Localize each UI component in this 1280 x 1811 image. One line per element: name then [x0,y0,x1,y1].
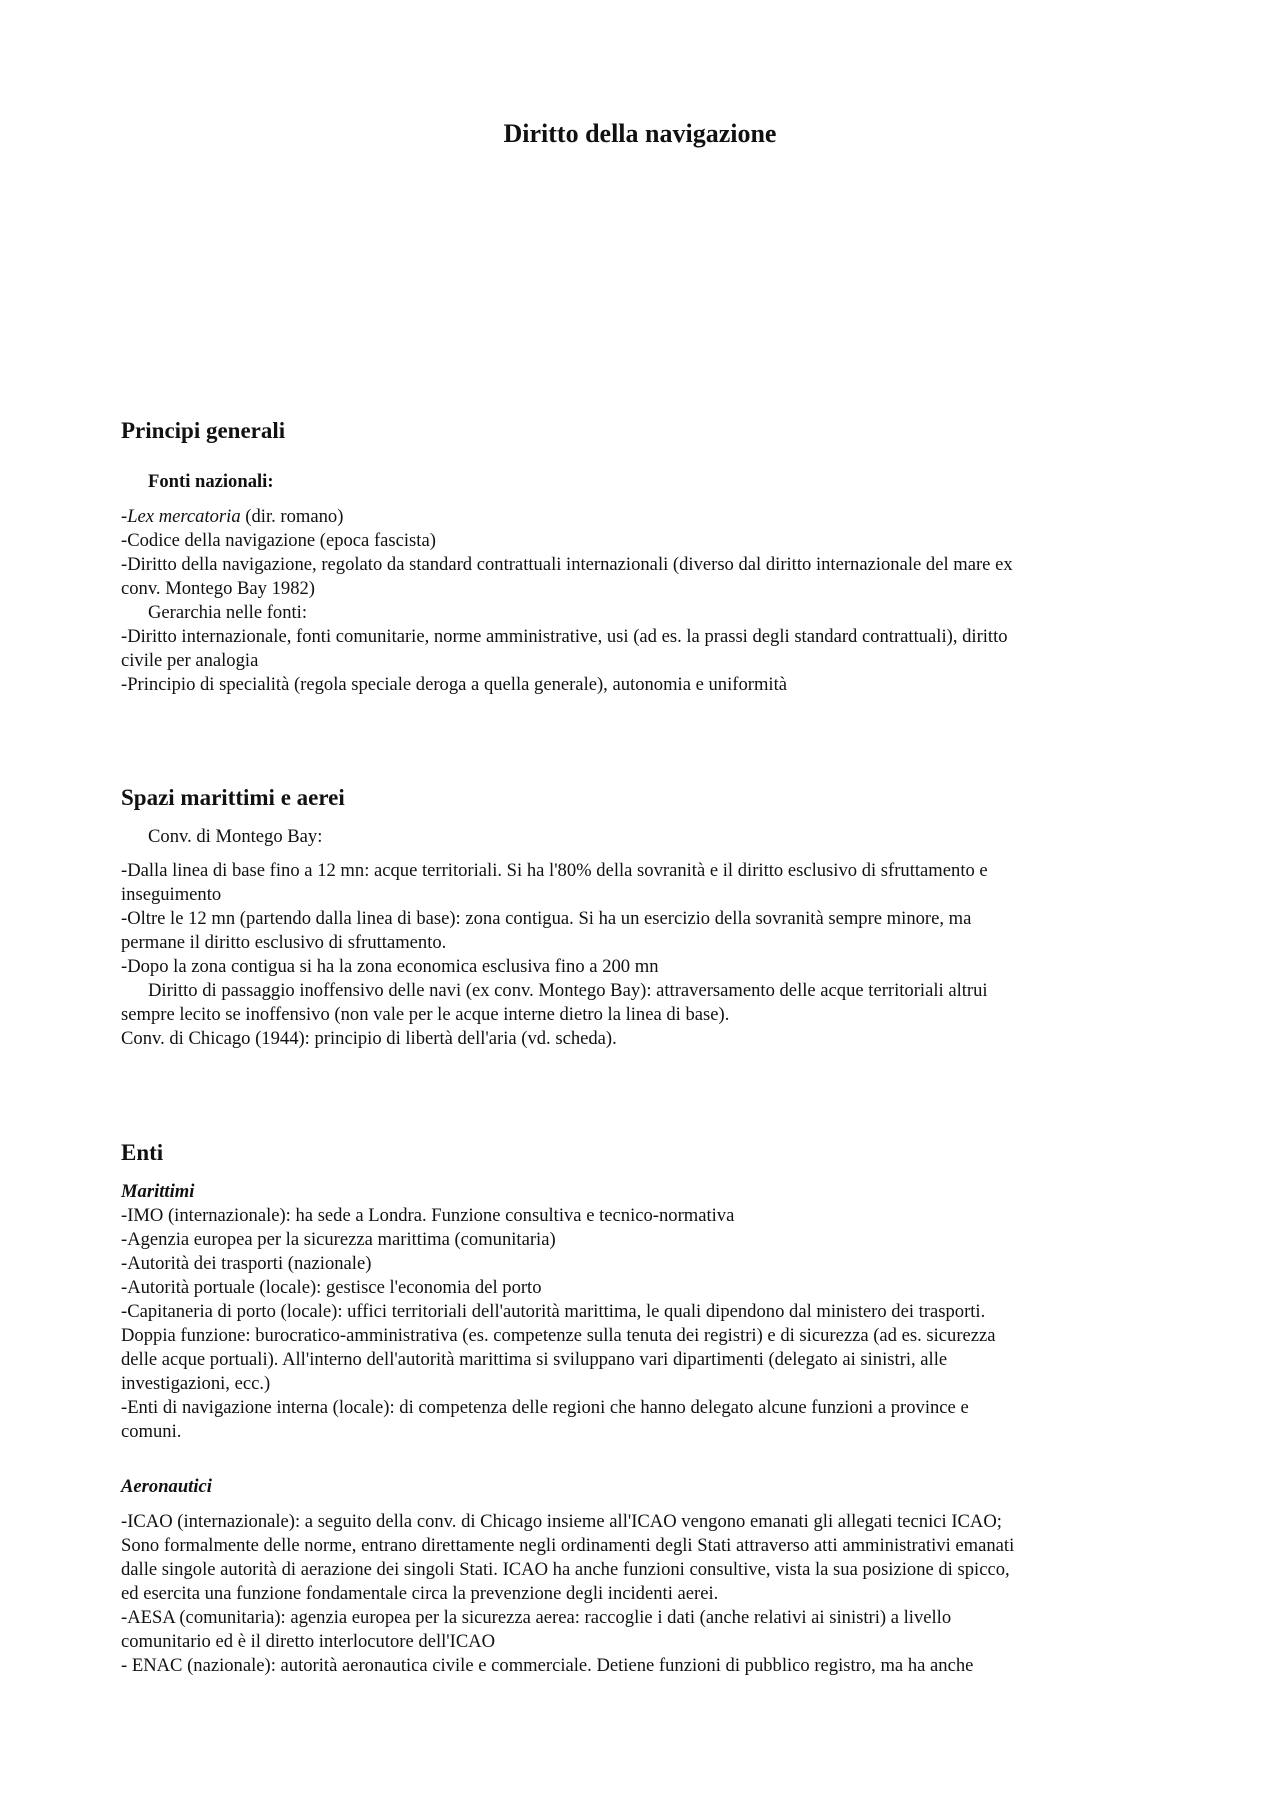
paragraph-line: investigazioni, ecc.) [121,1373,271,1394]
paragraph-line: -Diritto internazionale, fonti comunitarie, norme amministrative, usi (ad es. la prassi degli standard contrattuali), diritto [121,626,1008,647]
text-run: (dir. romano) [240,506,344,527]
paragraph-line: -Principio di specialità (regola speciale deroga a quella generale), autonomia e uniformità [121,674,787,695]
paragraph-line: -Dalla linea di base fino a 12 mn: acque territoriali. Si ha l'80% della sovranità e il diritto esclusivo di sfruttamento e [121,860,988,881]
paragraph-line: -Lex mercatoria (dir. romano) [121,506,344,527]
section-heading-principi-generali: Principi generali [121,418,286,443]
section-body-principi-generali [121,505,1171,697]
paragraph-line: conv. Montego Bay 1982) [121,578,315,599]
paragraph-line: comuni. [121,1421,182,1442]
paragraph-line: -Codice della navigazione (epoca fascista) [121,530,436,551]
paragraph-line: Conv. di Chicago (1944): principio di libertà dell'aria (vd. scheda). [121,1028,617,1049]
paragraph-line: sempre lecito se inoffensivo (non vale per le acque interne dietro la linea di base). [121,1004,730,1025]
paragraph-line: - ENAC (nazionale): autorità aeronautica civile e commerciale. Detiene funzioni di pubblico registro, ma ha anche [121,1655,974,1676]
italic-term: Lex mercatoria [127,506,241,527]
paragraph-line: inseguimento [121,884,222,905]
section-body-enti-aeronautici [121,1510,1171,1678]
subheading-montego-bay: Conv. di Montego Bay: [148,826,323,847]
section-body-spazi-marittimi [121,825,1171,1051]
paragraph-line: -Autorità dei trasporti (nazionale) [121,1253,372,1274]
paragraph-line: -AESA (comunitaria): agenzia europea per la sicurezza aerea: raccoglie i dati (anche relativi ai sinistri) a livello [121,1607,952,1628]
paragraph-line: ed esercita una funzione fondamentale circa la prevenzione degli incidenti aerei. [121,1583,719,1604]
paragraph-line: comunitario ed è il diretto interlocutore dell'ICAO [121,1631,496,1652]
document-title: Diritto della navigazione [503,119,777,148]
paragraph-line: -Enti di navigazione interna (locale): di competenza delle regioni che hanno delegato alcune funzioni a province e [121,1397,969,1418]
subheading-aeronautici: Aeronautici [121,1476,212,1497]
section-body-enti-marittimi [121,1204,1171,1444]
section-heading-enti: Enti [121,1140,164,1165]
paragraph-line: delle acque portuali). All'interno dell'autorità marittima si sviluppano vari dipartimenti (delegato ai sinistri, alle [121,1349,948,1370]
paragraph-line: -IMO (internazionale): ha sede a Londra. Funzione consultiva e tecnico-normativa [121,1205,735,1226]
subheading-marittimi: Marittimi [121,1181,195,1202]
paragraph-line: civile per analogia [121,650,259,671]
paragraph-line: -Dopo la zona contigua si ha la zona economica esclusiva fino a 200 mn [121,956,659,977]
paragraph-line: Diritto di passaggio inoffensivo delle navi (ex conv. Montego Bay): attraversamento delle acque territoriali altrui [148,980,988,1001]
paragraph-line: dalle singole autorità di aerazione dei singoli Stati. ICAO ha anche funzioni consultive, vista la sua posizione di spicco, [121,1559,1010,1580]
paragraph-line: -Diritto della navigazione, regolato da standard contrattuali internazionali (diverso dal diritto internazionale del mare ex [121,554,1013,575]
subheading-fonti-nazionali: Fonti nazionali: [148,471,274,492]
paragraph-line: -Agenzia europea per la sicurezza marittima (comunitaria) [121,1229,556,1250]
paragraph-line: Gerarchia nelle fonti: [148,602,308,623]
section-heading-spazi-marittimi: Spazi marittimi e aerei [121,785,345,810]
paragraph-line: Sono formalmente delle norme, entrano direttamente negli ordinamenti degli Stati attraverso atti amministrativi emanati [121,1535,1015,1556]
paragraph-line: -Capitaneria di porto (locale): uffici territoriali dell'autorità marittima, le quali dipendono dal ministero dei trasporti. [121,1301,986,1322]
paragraph-line: -Autorità portuale (locale): gestisce l'economia del porto [121,1277,542,1298]
paragraph-line: permane il diritto esclusivo di sfruttamento. [121,932,447,953]
paragraph-line: -ICAO (internazionale): a seguito della conv. di Chicago insieme all'ICAO vengono emanati gli allegati tecnici ICAO; [121,1511,1002,1532]
paragraph-line: -Oltre le 12 mn (partendo dalla linea di base): zona contigua. Si ha un esercizio della sovranità sempre minore, ma [121,908,972,929]
paragraph-line: Doppia funzione: burocratico-amministrativa (es. competenze sulla tenuta dei registri) e di sicurezza (ad es. sicurezza [121,1325,996,1346]
